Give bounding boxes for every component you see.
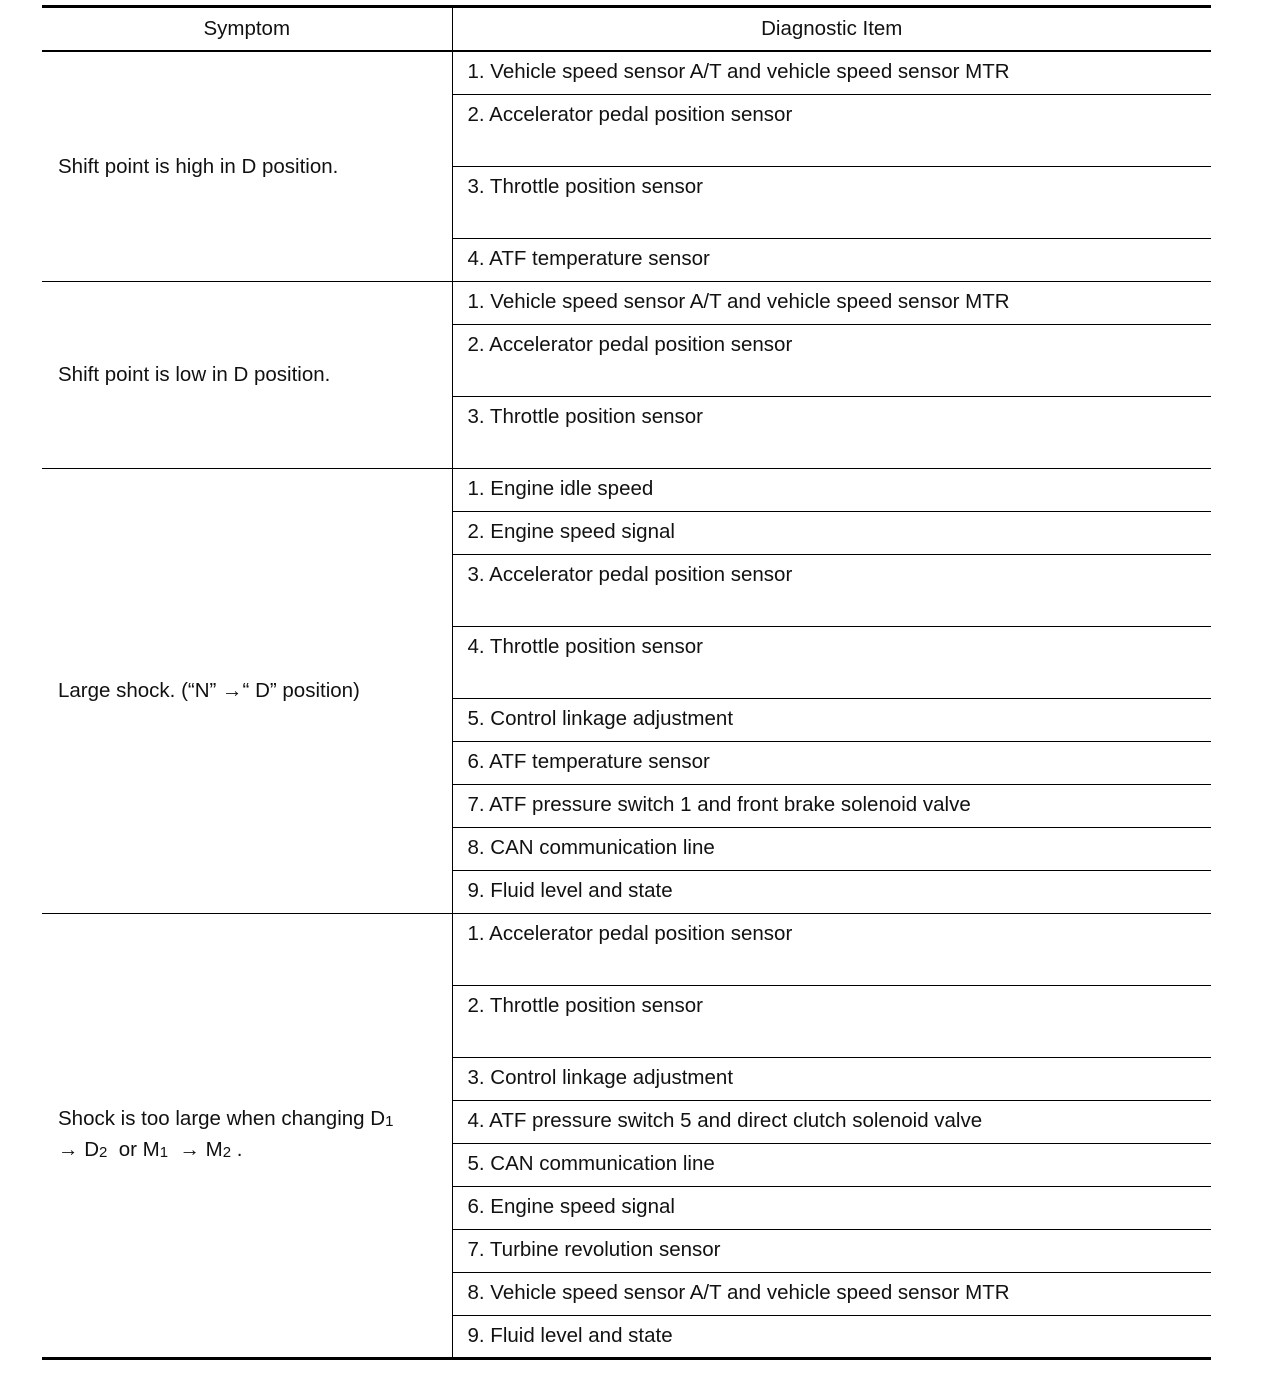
diagnostic-item: 1. Engine idle speed xyxy=(452,468,1211,511)
symptom-text: Shock is too large when changing D xyxy=(58,1107,386,1130)
diagnostic-item: 2. Accelerator pedal position sensor xyxy=(452,94,1211,166)
subscript: 1 xyxy=(159,1144,169,1161)
header-row xyxy=(42,7,1211,52)
table-row xyxy=(42,913,1211,985)
diagnostic-item: 7. ATF pressure switch 1 and front brake solenoid valve xyxy=(452,784,1211,827)
diagnostic-item-header: Diagnostic Item xyxy=(452,7,1211,52)
diagnostic-item: 7. Turbine revolution sensor xyxy=(452,1229,1211,1272)
subscript: 2 xyxy=(222,1144,232,1161)
symptom-text: → M xyxy=(168,1138,223,1161)
symptom-header: Symptom xyxy=(42,7,452,52)
diagnostic-item: 5. CAN communication line xyxy=(452,1143,1211,1186)
diagnostic-item: 4. ATF temperature sensor xyxy=(452,238,1211,281)
diagnostic-item: 1. Accelerator pedal position sensor xyxy=(452,913,1211,985)
symptom-cell: Shift point is high in D position. xyxy=(42,51,452,281)
symptom-cell: Large shock. (“N” →“ D” position) xyxy=(42,468,452,913)
symptom-text: or M xyxy=(107,1138,160,1161)
diagnostic-item: 5. Control linkage adjustment xyxy=(452,698,1211,741)
diagnostic-item: 3. Accelerator pedal position sensor xyxy=(452,554,1211,626)
diagnostic-item: 9. Fluid level and state xyxy=(452,1315,1211,1358)
diagnostic-item: 4. ATF pressure switch 5 and direct clutch solenoid valve xyxy=(452,1100,1211,1143)
symptom-cell: Shift point is low in D position. xyxy=(42,281,452,468)
diagnostic-item: 3. Control linkage adjustment xyxy=(452,1057,1211,1100)
diagnostic-item: 6. ATF temperature sensor xyxy=(452,741,1211,784)
diagnostic-item: 2. Accelerator pedal position sensor xyxy=(452,324,1211,396)
diagnostic-item: 2. Engine speed signal xyxy=(452,511,1211,554)
diagnostic-item: 4. Throttle position sensor xyxy=(452,626,1211,698)
diagnostic-item: 3. Throttle position sensor xyxy=(452,396,1211,468)
diagnostic-item: 6. Engine speed signal xyxy=(452,1186,1211,1229)
diagnostic-item: 1. Vehicle speed sensor A/T and vehicle speed sensor MTR xyxy=(452,281,1211,324)
table-row xyxy=(42,281,1211,324)
table-row xyxy=(42,51,1211,94)
subscript: 2 xyxy=(99,1144,108,1161)
symptom-cell xyxy=(42,913,452,1358)
symptom-text: . xyxy=(231,1138,243,1161)
diagnostic-item: 8. Vehicle speed sensor A/T and vehicle speed sensor MTR xyxy=(452,1272,1211,1315)
diagnostic-item: 8. CAN communication line xyxy=(452,827,1211,870)
diagnostic-item: 9. Fluid level and state xyxy=(452,870,1211,913)
table-row xyxy=(42,468,1211,511)
diagnostic-item: 1. Vehicle speed sensor A/T and vehicle speed sensor MTR xyxy=(452,51,1211,94)
diagnostic-item: 2. Throttle position sensor xyxy=(452,985,1211,1057)
subscript: 1 xyxy=(385,1113,394,1130)
diagnostic-item: 3. Throttle position sensor xyxy=(452,166,1211,238)
symptom-text: → D xyxy=(58,1138,99,1161)
diagnosis-table xyxy=(42,5,1211,1360)
